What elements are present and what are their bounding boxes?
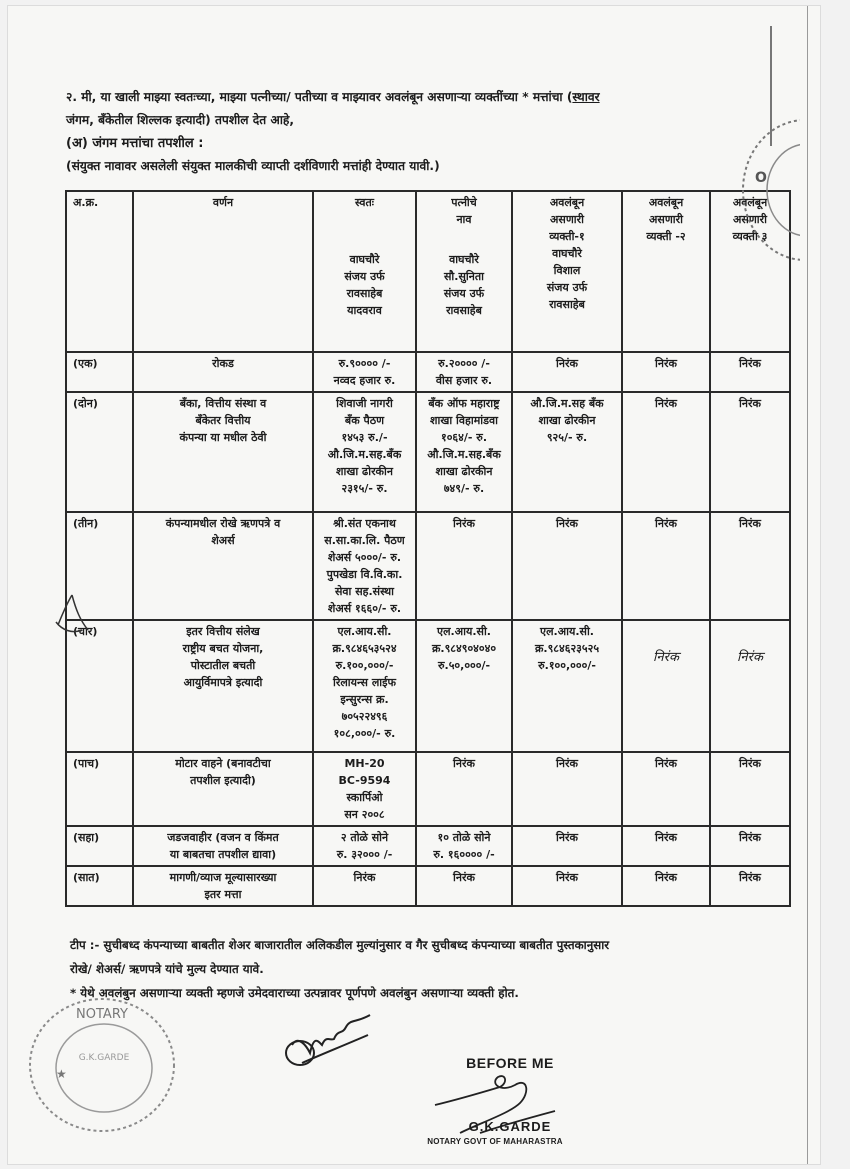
table-row	[66, 392, 790, 512]
cell-line: एल.आय.सी.	[337, 625, 392, 638]
table-row	[66, 620, 790, 752]
stamp-inner-text: G.K.GARDE	[78, 1053, 130, 1063]
cell-line: स.सा.का.लि. पैठण	[324, 534, 405, 547]
header-dependent-1-name-line: वाघचौरे	[552, 247, 582, 260]
header-dependent-1-label: असणारी	[550, 213, 584, 226]
cell-line: १०८,०००/- रु.	[333, 727, 396, 740]
cell-line: निरंक	[737, 650, 763, 665]
cell-line: निरंक	[655, 397, 677, 410]
cell-line: रु. १६०००० /-	[433, 848, 495, 861]
cell-description	[133, 352, 313, 392]
cell-line: श्री.संत एकनाथ	[333, 517, 396, 530]
cell-line: मागणी/व्याज मूल्यासारख्या	[169, 871, 277, 884]
cell-line: रु.९०००० /-	[338, 357, 391, 370]
cell-line: जडजवाहीर (वजन व किंमत	[167, 831, 279, 844]
cell-line: ७४९/- रु.	[443, 482, 485, 495]
cell-serial: (सात)	[66, 866, 133, 906]
cell-line: रु.५०,०००/-	[437, 659, 491, 672]
header-dependent-2	[622, 191, 710, 352]
cell-line: शेअर्स	[211, 534, 235, 547]
header-dependent-3-label: व्यक्ती ३	[732, 230, 768, 243]
header-dependent-1-label: अवलंबून	[549, 196, 585, 209]
cell-line: औ.जि.म.सह.बँक	[427, 448, 501, 461]
table-row	[66, 826, 790, 866]
intro-line-2: जंगम, बँकेतील शिल्लक इत्यादी) तपशील देत आहे,	[66, 113, 295, 127]
cell-line: शेअर्स १६६०/- रु.	[327, 602, 402, 615]
cell-line: शाखा विहामांडवा	[430, 414, 498, 427]
header-spouse-name-line: संजय उर्फ	[443, 287, 485, 300]
cell-line: रोकड	[212, 357, 234, 370]
cell-dependent2	[622, 392, 710, 512]
notary-stamp-right	[735, 110, 800, 270]
cell-serial: (दोन)	[66, 392, 133, 512]
cell-line: मोटार वाहने (बनावटीचा	[175, 757, 271, 770]
cell-self	[313, 620, 416, 752]
cell-line: ७०५२२४९६	[341, 710, 388, 723]
cell-line: कंपन्या या मधील ठेवी	[179, 431, 267, 444]
cell-spouse	[416, 866, 512, 906]
cell-line: औ.जि.म.सह बँक	[530, 397, 604, 410]
cell-line: पुपखेडा वि.वि.का.	[326, 568, 403, 581]
cell-line: शाखा ढोरकीन	[336, 465, 393, 478]
header-spouse	[416, 191, 512, 352]
cell-dependent3	[710, 826, 790, 866]
cell-line: तपशील इत्यादी)	[190, 774, 256, 787]
cell-self	[313, 752, 416, 826]
header-spouse-name-line: वाघचौरे	[449, 253, 479, 266]
cell-dependent1	[512, 352, 622, 392]
cell-spouse	[416, 392, 512, 512]
cell-self	[313, 392, 416, 512]
cell-line: १४५३ रु./-	[341, 431, 388, 444]
cell-serial: (तीन)	[66, 512, 133, 620]
cell-spouse	[416, 752, 512, 826]
cell-description	[133, 512, 313, 620]
cell-line: निरंक	[556, 357, 578, 370]
cell-line: एल.आय.सी.	[437, 625, 491, 638]
cell-line: MH-20	[344, 757, 385, 770]
cell-line: निरंक	[453, 871, 475, 884]
header-description: वर्णन	[133, 191, 313, 352]
intro-line-1-underlined: स्थावर	[572, 90, 600, 104]
cell-line: रु. ३२००० /-	[336, 848, 393, 861]
intro-line-1-text: २. मी, या खाली माझ्या स्वतःच्या, माझ्या पत्नीच्या/ पतीच्या व माझ्यावर अवलंबून असणाऱ्या व्यक्तींच्या * मत्तांचा (	[66, 90, 573, 104]
cell-dependent3	[710, 512, 790, 620]
header-self-name	[317, 251, 412, 319]
cell-self	[313, 826, 416, 866]
cell-serial: (सहा)	[66, 826, 133, 866]
cell-line: क्र.९८४६२३५२५	[534, 642, 600, 655]
cell-line: बँकेतर वित्तीय	[195, 414, 251, 427]
cell-line: ९२५/- रु.	[546, 431, 588, 444]
cell-line: निरंक	[556, 517, 578, 530]
cell-line: निरंक	[739, 357, 761, 370]
table-row	[66, 352, 790, 392]
notary-stamp-left	[22, 990, 182, 1140]
cell-spouse	[416, 352, 512, 392]
cell-line: रु.१००,०००/-	[538, 659, 596, 672]
intro-line-1	[66, 86, 778, 109]
tip-line-1: टीप :- सुचीबध्द कंपन्याच्या बाबतीत शेअर बाजारातील अलिकडील मुल्यांनुसार व गैर सुचीबध्द कंपन्याच्या बाबतीत पुस्तकानुसार	[70, 938, 610, 952]
cell-self	[313, 866, 416, 906]
cell-line: इन्सुरन्स क्र.	[340, 693, 389, 706]
cell-description	[133, 826, 313, 866]
cell-dependent2	[622, 866, 710, 906]
notary-name: G.K.GARDE	[468, 1119, 552, 1134]
cell-line: निरंक	[739, 757, 761, 770]
cell-line: बँक ऑफ महाराष्ट्र	[428, 397, 500, 410]
cell-line: BC-9594	[338, 774, 391, 787]
header-self-name-line: संजय उर्फ	[344, 270, 385, 283]
cell-line: औ.जि.म.सह.बँक	[327, 448, 402, 461]
header-dependent-1-name-line: संजय उर्फ	[546, 281, 588, 294]
header-dependent-1	[512, 191, 622, 352]
cell-line: राष्ट्रीय बचत योजना,	[182, 642, 264, 655]
intro-section	[66, 86, 778, 178]
cell-line: कंपन्यामधील रोखे ऋणपत्रे व	[165, 517, 281, 530]
movable-assets-table	[65, 190, 791, 907]
cell-line: नव्वद हजार रु.	[333, 374, 396, 387]
cell-line: १० तोळे सोने	[437, 831, 491, 844]
cell-dependent2	[622, 620, 710, 752]
header-spouse-name-line: रावसाहेब	[446, 304, 482, 317]
before-me-label: BEFORE ME	[466, 1055, 554, 1071]
cell-dependent3	[710, 752, 790, 826]
cell-line: २३१५/- रु.	[341, 482, 388, 495]
cell-line: निरंक	[739, 397, 761, 410]
cell-dependent2	[622, 752, 710, 826]
cell-line: निरंक	[556, 757, 578, 770]
header-dependent-3-label: अवलंबून	[732, 196, 768, 209]
cell-line: निरंक	[739, 831, 761, 844]
header-spouse-label: नाव	[456, 213, 472, 226]
header-dependent-1-name-line: रावसाहेब	[549, 298, 585, 311]
cell-dependent1	[512, 866, 622, 906]
cell-line: निरंक	[453, 517, 475, 530]
margin-mark-icon	[52, 590, 92, 640]
cell-description	[133, 392, 313, 512]
cell-description	[133, 866, 313, 906]
header-spouse-label: पत्नीचे	[451, 196, 477, 209]
cell-serial: (पाच)	[66, 752, 133, 826]
cell-dependent2	[622, 352, 710, 392]
cell-description	[133, 752, 313, 826]
cell-dependent1	[512, 826, 622, 866]
cell-dependent3	[710, 866, 790, 906]
cell-serial: (एक)	[66, 352, 133, 392]
header-self-label: स्वतः	[355, 196, 374, 209]
cell-line: २ तोळे सोने	[340, 831, 389, 844]
cell-line: निरंक	[655, 757, 677, 770]
cell-line: इतर मत्ता	[204, 888, 242, 901]
dependent-note: * येथे अवलंबुन असणाऱ्या व्यक्ती म्हणजे उमेदवाराच्या उत्पन्नावर पूर्णपणे अवलंबुन असणाऱ्या व्यक्ती होत.	[70, 986, 519, 1000]
cell-dependent3	[710, 620, 790, 752]
header-dependent-1-label: व्यक्ती-१	[549, 230, 585, 243]
header-self-name-line: यादवराव	[347, 304, 382, 317]
cell-dependent2	[622, 826, 710, 866]
tip-line-2: रोखे/ शेअर्स/ ऋणपत्रे यांचे मुल्य देण्यात यावे.	[70, 962, 264, 976]
cell-dependent1	[512, 392, 622, 512]
table-header-row	[66, 191, 790, 352]
stamp-star-icon: ★	[56, 1067, 67, 1081]
cell-line: क्र.९८४६५३५२४	[332, 642, 397, 655]
cell-dependent1	[512, 620, 622, 752]
header-self-name-line: रावसाहेब	[346, 287, 383, 300]
notary-title: NOTARY GOVT OF MAHARASTRA	[427, 1137, 563, 1146]
cell-spouse	[416, 826, 512, 866]
header-dependent-2-label: अवलंबून	[648, 196, 684, 209]
header-dependent-3-label: असणारी	[733, 213, 767, 226]
cell-dependent2	[622, 512, 710, 620]
header-self-name-line: वाघचौरे	[349, 253, 380, 266]
cell-line: बँक पैठण	[344, 414, 385, 427]
cell-spouse	[416, 620, 512, 752]
cell-dependent1	[512, 752, 622, 826]
header-dependent-1-name-line: विशाल	[553, 264, 581, 277]
section-title: (अ) जंगम मत्तांचा तपशील :	[66, 136, 204, 151]
page-fold-line	[807, 6, 808, 1164]
cell-line: निरंक	[655, 871, 677, 884]
table-row	[66, 866, 790, 906]
section-note: (संयुक्त नावावर असलेली संयुक्त मालकीची व्याप्ती दर्शविणारी मत्तांही देण्यात यावी.)	[66, 159, 440, 173]
cell-line: निरंक	[739, 517, 761, 530]
cell-line: एल.आय.सी.	[540, 625, 594, 638]
cell-line: निरंक	[655, 517, 677, 530]
stamp-text: NOTARY	[76, 1007, 128, 1022]
cell-line: सन २००८	[344, 808, 385, 821]
cell-line: निरंक	[655, 831, 677, 844]
cell-spouse	[416, 512, 512, 620]
notary-block	[400, 1055, 590, 1146]
cell-line: बँका, वित्तीय संस्था व	[179, 397, 267, 410]
deponent-signature	[280, 1005, 380, 1075]
cell-line: निरंक	[556, 831, 578, 844]
cell-line: १०६४/- रु.	[440, 431, 488, 444]
cell-line: रु.१००,०००/-	[335, 659, 394, 672]
cell-line: रु.२०००० /-	[438, 357, 490, 370]
cell-self	[313, 352, 416, 392]
cell-line: पोस्टातील बचती	[190, 659, 256, 672]
header-dependent-2-label: व्यक्ती -२	[646, 230, 686, 243]
cell-self	[313, 512, 416, 620]
header-spouse-name-line: सौ.सुनिता	[444, 270, 484, 283]
cell-line: निरंक	[653, 650, 679, 665]
cell-line: शेअर्स ५०००/- रु.	[327, 551, 402, 564]
cell-line: सेवा सह.संस्था	[334, 585, 395, 598]
header-self	[313, 191, 416, 352]
cell-line: वीस हजार रु.	[435, 374, 493, 387]
table-row	[66, 512, 790, 620]
cell-line: निरंक	[739, 871, 761, 884]
header-dependent-2-label: असणारी	[649, 213, 683, 226]
cell-line: या बाबतचा तपशील द्यावा)	[169, 848, 277, 861]
cell-serial: (चार)	[66, 620, 133, 752]
header-serial: अ.क्र.	[66, 191, 133, 352]
cell-line: निरंक	[353, 871, 376, 884]
stamp-letter: O	[755, 170, 767, 186]
cell-line: इतर वित्तीय संलेख	[186, 625, 260, 638]
cell-description	[133, 620, 313, 752]
cell-line: स्कार्पिओ	[346, 791, 383, 804]
cell-line: रिलायन्स लाईफ	[332, 676, 397, 689]
cell-dependent3	[710, 392, 790, 512]
cell-line: क्र.९८४९०४०४०	[431, 642, 497, 655]
header-spouse-name	[420, 251, 508, 319]
cell-line: निरंक	[556, 871, 578, 884]
cell-line: निरंक	[453, 757, 475, 770]
cell-line: निरंक	[655, 357, 677, 370]
cell-line: शिवाजी नागरी	[336, 397, 393, 410]
cell-line: शाखा ढोरकीन	[435, 465, 493, 478]
cell-line: शाखा ढोरकीन	[538, 414, 596, 427]
cell-dependent3	[710, 352, 790, 392]
table-row	[66, 752, 790, 826]
cell-dependent1	[512, 512, 622, 620]
cell-line: आयुर्विमापत्रे इत्यादी	[183, 676, 263, 689]
table-body	[66, 352, 790, 906]
